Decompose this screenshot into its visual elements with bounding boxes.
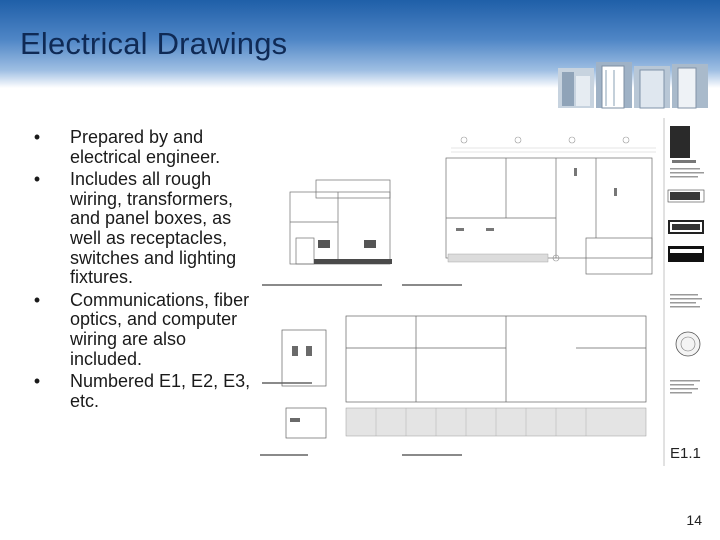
- slide-title: Electrical Drawings: [20, 26, 288, 61]
- bullet-dot: •: [33, 127, 41, 147]
- electrical-drawing-image: [256, 118, 712, 466]
- bullet-item: [30, 128, 258, 167]
- bullet-dot: •: [33, 289, 41, 310]
- bullet-dot: •: [33, 169, 41, 190]
- building-photos-image: [558, 62, 708, 110]
- bullet-list: [30, 128, 258, 414]
- bullet-item: [30, 372, 258, 411]
- bullet-text: Prepared by and electrical engineer.: [70, 127, 221, 167]
- bullet-item: [30, 291, 258, 369]
- bullet-text: Communications, fiber optics, and computer wiring are also included.: [70, 289, 250, 369]
- bullet-dot: •: [33, 371, 41, 392]
- bullet-item: [30, 170, 258, 288]
- sheet-number: E1.1: [670, 445, 701, 462]
- bullet-text: Includes all rough wiring, transformers, and panel boxes, as well as receptacles, switches and lighting fixtures.: [70, 169, 237, 288]
- bullet-text: Numbered E1, E2, E3, etc.: [70, 371, 251, 411]
- page-number: 14: [686, 512, 702, 528]
